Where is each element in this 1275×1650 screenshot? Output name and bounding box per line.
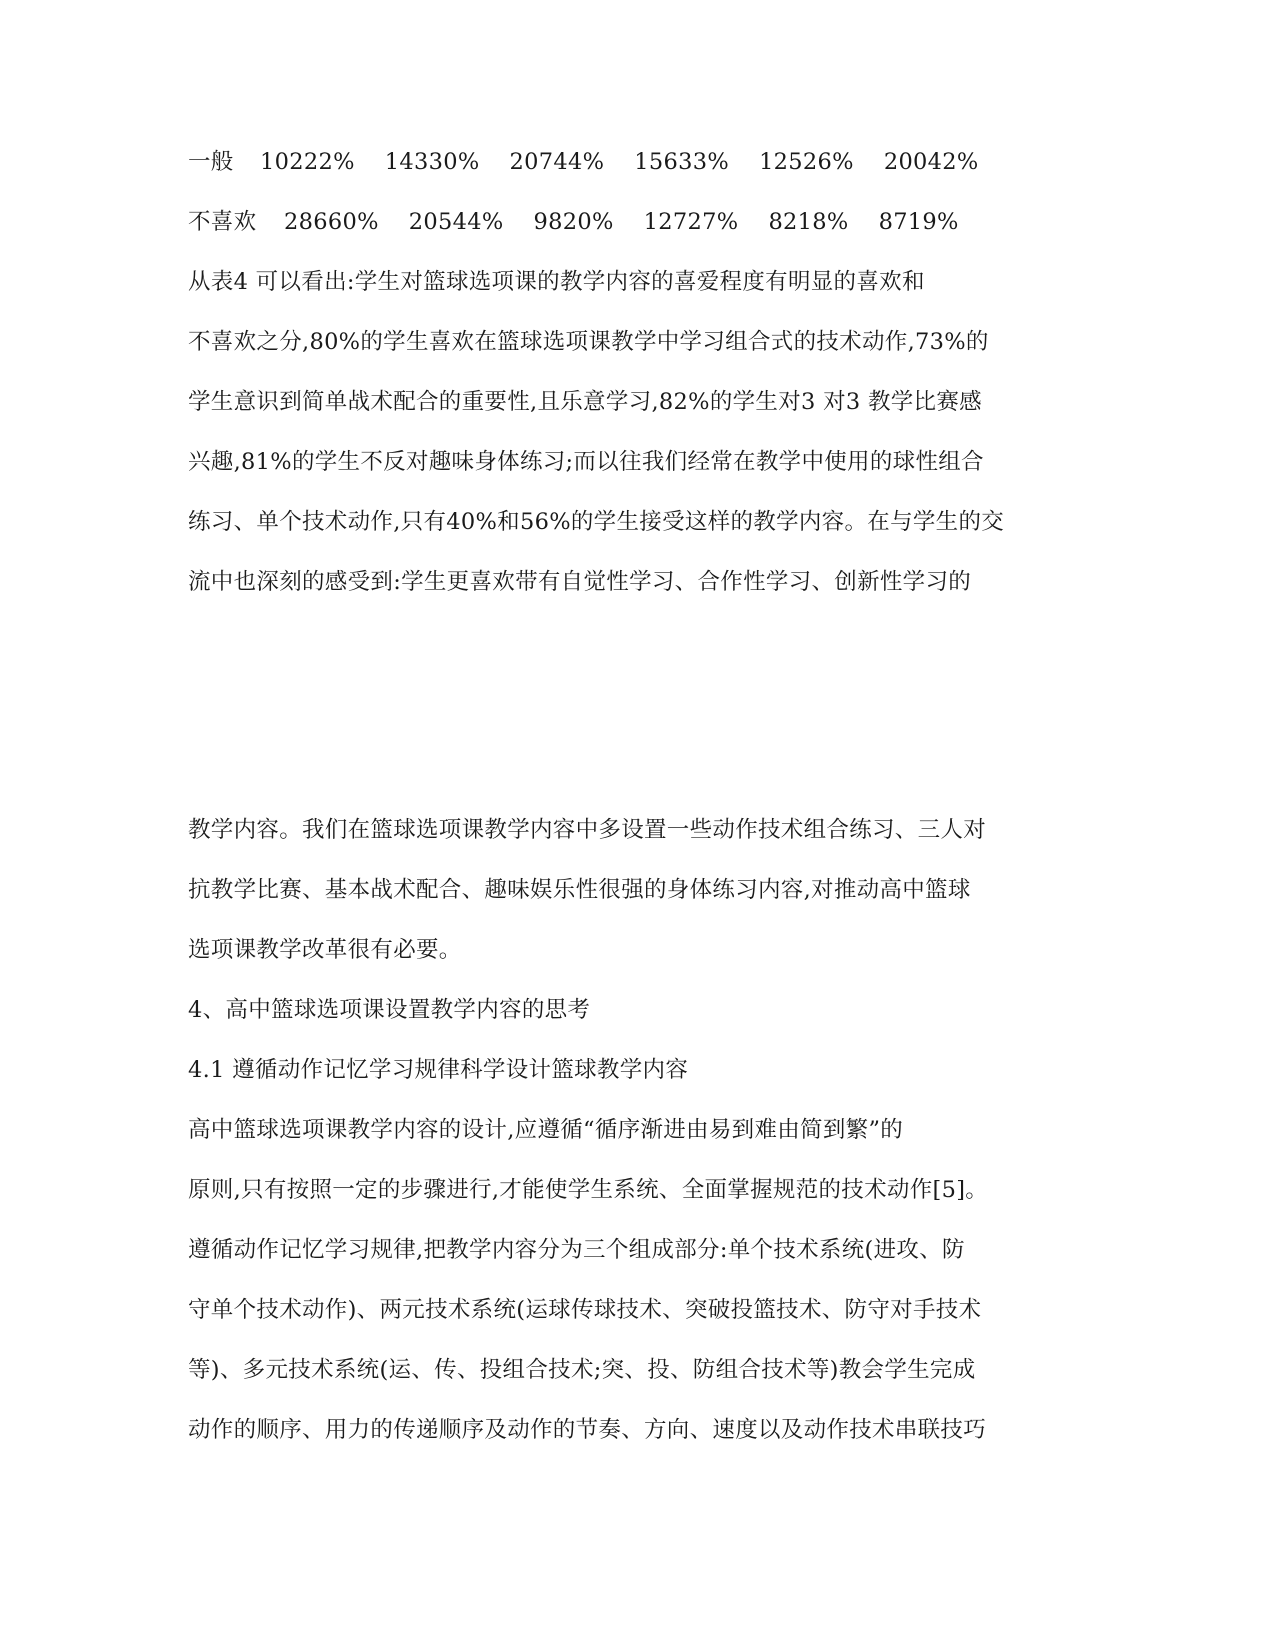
paragraph-line: 原则,只有按照一定的步骤进行,才能使学生系统、全面掌握规范的技术动作[5]。: [188, 1177, 989, 1203]
paragraph-line: 等)、多元技术系统(运、传、投组合技术;突、投、防组合技术等)教会学生完成: [188, 1357, 976, 1383]
paragraph-line: 遵循动作记忆学习规律,把教学内容分为三个组成部分:单个技术系统(进攻、防: [188, 1237, 965, 1263]
table-cell: 12727%: [643, 209, 739, 235]
paragraph-line: 高中篮球选项课教学内容的设计,应遵循“循序渐进由易到难由简到繁”的: [188, 1117, 904, 1143]
paragraph-line: 学生意识到简单战术配合的重要性,且乐意学习,82%的学生对3 对3 教学比赛感: [188, 389, 982, 415]
row-label: 一般: [188, 149, 234, 175]
paragraph-line: 守单个技术动作)、两元技术系统(运球传球技术、突破投篮技术、防守对手技术: [188, 1297, 982, 1323]
table-cell: 20744%: [509, 149, 605, 175]
paragraph-line: 流中也深刻的感受到:学生更喜欢带有自觉性学习、合作性学习、创新性学习的: [188, 569, 972, 595]
paragraph-line: 动作的顺序、用力的传递顺序及动作的节奏、方向、速度以及动作技术串联技巧: [188, 1417, 987, 1443]
paragraph-line: 兴趣,81%的学生不反对趣味身体练习;而以往我们经常在教学中使用的球性组合: [188, 449, 984, 475]
table-cell: 8719%: [878, 209, 959, 235]
section-heading: 4、高中篮球选项课设置教学内容的思考: [188, 997, 591, 1023]
table-cell: 20042%: [883, 149, 979, 175]
paragraph-line: 不喜欢之分,80%的学生喜欢在篮球选项课教学中学习组合式的技术动作,73%的: [188, 329, 989, 355]
paragraph-line: 从表4 可以看出:学生对篮球选项课的教学内容的喜爱程度有明显的喜欢和: [188, 269, 925, 295]
paragraph-line: 选项课教学改革很有必要。: [188, 937, 462, 963]
table-cell: 10222%: [260, 149, 355, 175]
table-cell: 12526%: [759, 149, 854, 175]
paragraph-line: 抗教学比赛、基本战术配合、趣味娱乐性很强的身体练习内容,对推动高中篮球: [188, 877, 971, 903]
table-cell: 28660%: [284, 209, 379, 235]
row-label: 不喜欢: [188, 209, 257, 235]
paragraph-line: 教学内容。我们在篮球选项课教学内容中多设置一些动作技术组合练习、三人对: [188, 817, 987, 843]
table-cell: 9820%: [533, 209, 614, 235]
table-row: [188, 146, 1088, 178]
table-cell: 8218%: [768, 209, 849, 235]
table-cell: 15633%: [634, 149, 730, 175]
subsection-heading: 4.1 遵循动作记忆学习规律科学设计篮球教学内容: [188, 1057, 689, 1083]
table-row: [188, 206, 1088, 238]
table-cell: 14330%: [384, 149, 480, 175]
paragraph-line: 练习、单个技术动作,只有40%和56%的学生接受这样的教学内容。在与学生的交: [188, 509, 1005, 535]
table-cell: 20544%: [408, 209, 504, 235]
